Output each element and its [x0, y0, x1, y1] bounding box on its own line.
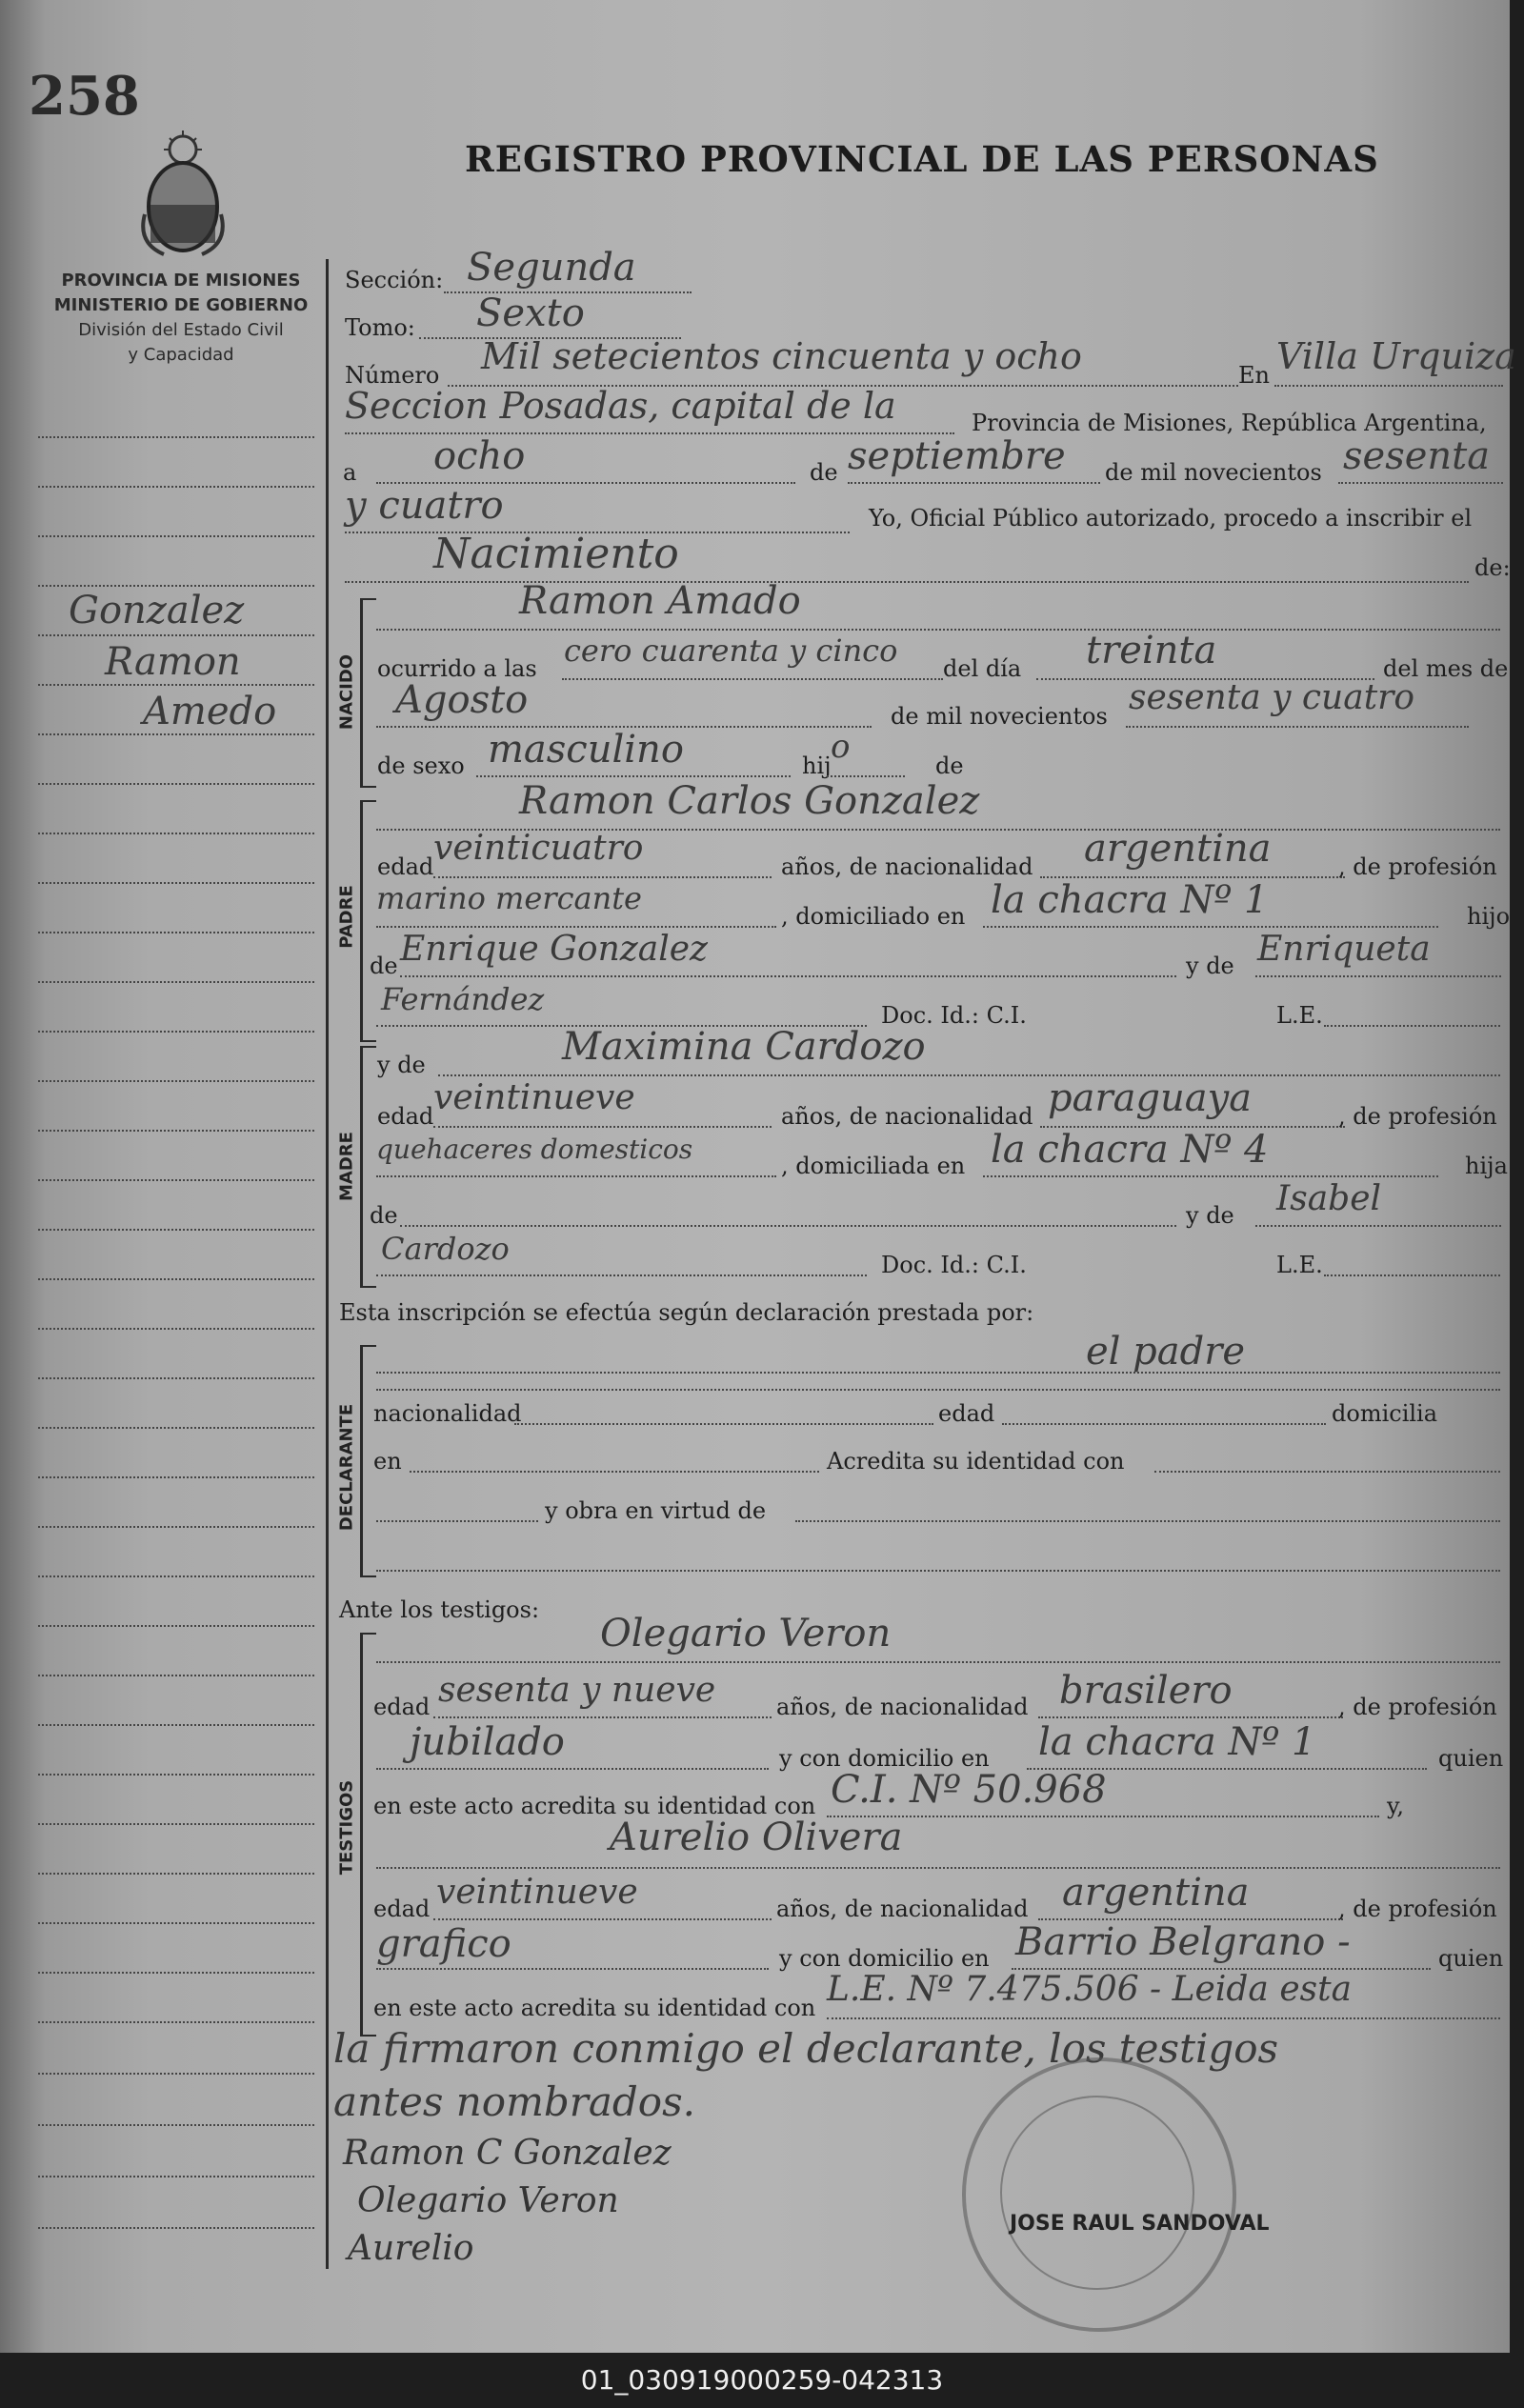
- testigo1-profesion-value: jubilado: [410, 1720, 565, 1764]
- abuela-materna-value: Isabel: [1276, 1179, 1382, 1218]
- anio-label: de mil novecientos: [1105, 459, 1322, 486]
- padre-anios-label: años, de nacionalidad: [781, 853, 1033, 880]
- hora-value: cero cuarenta y cinco: [564, 632, 898, 669]
- testigo2-edad-value: veintinueve: [436, 1873, 638, 1912]
- scan-filename: 01_030919000259-042313: [0, 2353, 1524, 2408]
- margin-line: [38, 833, 314, 834]
- anio-nacido-value: sesenta y cuatro: [1129, 678, 1415, 717]
- margin-line: [38, 684, 314, 686]
- padre-bracket: [360, 800, 376, 1042]
- testigos-label: Ante los testigos:: [339, 1596, 540, 1623]
- page-title: REGISTRO PROVINCIAL DE LAS PERSONAS: [465, 138, 1379, 180]
- madre-edad-value: veintinueve: [433, 1078, 635, 1117]
- margin-line: [38, 1427, 314, 1429]
- testigo1-anios-label: años, de nacionalidad: [776, 1694, 1029, 1720]
- firma-testigo2: Aurelio: [348, 2229, 474, 2268]
- deldia-label: del día: [943, 655, 1022, 682]
- padre-profesion-value: marino mercante: [376, 880, 642, 916]
- anio-value: sesenta: [1343, 434, 1491, 478]
- margin-line: [38, 1130, 314, 1132]
- declarante-acredita-label: Acredita su identidad con: [827, 1448, 1125, 1475]
- testigo2-acredita-label: en este acto acredita su identidad con: [373, 1995, 816, 2021]
- declarante-dom-label: domicilia: [1332, 1400, 1438, 1427]
- en-value: Villa Urquiza: [1276, 335, 1516, 377]
- nacido-nombre: Ramon Amado: [519, 579, 801, 623]
- cierre-line-1: la firmaron conmigo el declarante, los testigos: [333, 2025, 1279, 2072]
- seccion-value: Segunda: [467, 246, 636, 290]
- madre-profesion-value: quehaceres domesticos: [376, 1134, 693, 1165]
- de2-label: de:: [1474, 554, 1511, 581]
- lugar-value: Seccion Posadas, capital de la: [345, 385, 896, 427]
- margin-line: [38, 932, 314, 933]
- margin-line: [38, 1080, 314, 1082]
- madre-yde-label: y de: [377, 1052, 426, 1078]
- main-divider: [326, 259, 329, 2269]
- cierre-line-2: antes nombrados.: [333, 2078, 695, 2125]
- padre-domicilio-value: la chacra Nº 1: [991, 878, 1269, 922]
- declarante-value: el padre: [1086, 1330, 1246, 1374]
- a-label: a: [343, 459, 357, 486]
- declarante-nac-label: nacionalidad: [373, 1400, 522, 1427]
- testigo1-domicilio-value: la chacra Nº 1: [1038, 1720, 1316, 1764]
- margin-line: [38, 1179, 314, 1181]
- anio2-value: y cuatro: [345, 484, 504, 528]
- numero-value: Mil setecientos cincuenta y ocho: [481, 335, 1082, 377]
- testigo1-dom-label: y con domicilio en: [779, 1745, 990, 1772]
- acto-value: Nacimiento: [433, 530, 679, 578]
- seccion-label: Sección:: [345, 267, 444, 293]
- testigo1-quien-label: quien: [1438, 1745, 1504, 1772]
- testigos-section-label: TESTIGOS: [336, 1779, 357, 1876]
- testigo2-id-value: L.E. Nº 7.475.506 - Leida esta: [827, 1970, 1353, 2009]
- official-stamp-inner: [1000, 2096, 1194, 2290]
- margin-line: [38, 1229, 314, 1231]
- testigo1-nacionalidad-value: brasilero: [1059, 1669, 1233, 1713]
- nacido-bracket: [360, 598, 376, 788]
- coat-of-arms-icon: [135, 129, 231, 262]
- margin-line: [38, 981, 314, 983]
- madre-domicilio-label: , domiciliada en: [781, 1153, 966, 1179]
- padre-edad-label: edad: [377, 853, 434, 880]
- office-province: PROVINCIA DE MISIONES: [61, 271, 301, 291]
- testigo2-nombre: Aurelio Olivera: [610, 1816, 903, 1859]
- margin-line: [38, 882, 314, 884]
- testigo2-edad-label: edad: [373, 1896, 431, 1922]
- margin-line: [38, 783, 314, 785]
- nacido-section-label: NACIDO: [336, 653, 357, 731]
- mes-value: septiembre: [848, 434, 1066, 478]
- testigo2-profesion-label: , de profesión: [1338, 1896, 1497, 1922]
- dia-value: ocho: [433, 434, 526, 478]
- padre-nacionalidad-value: argentina: [1084, 827, 1272, 871]
- margin-line: [38, 1575, 314, 1577]
- testigo1-nombre: Olegario Veron: [600, 1612, 892, 1656]
- margin-line: [38, 1922, 314, 1924]
- padre-le-label: L.E.: [1276, 1002, 1323, 1029]
- dia-nacido-value: treinta: [1086, 629, 1217, 672]
- margin-line: [38, 1675, 314, 1676]
- testigo1-edad-value: sesenta y nueve: [438, 1671, 716, 1710]
- testigo1-profesion-label: , de profesión: [1338, 1694, 1497, 1720]
- numero-label: Número: [345, 362, 440, 389]
- padre-yde-label: y de: [1186, 953, 1234, 979]
- firma-declarante: Ramon C Gonzalez: [343, 2134, 672, 2173]
- oficial-nombre: JOSE RAUL SANDOVAL: [1010, 2212, 1270, 2236]
- testigo1-edad-label: edad: [373, 1694, 431, 1720]
- padre-nombre: Ramon Carlos Gonzalez: [519, 779, 980, 823]
- madre-nacionalidad-value: paraguaya: [1048, 1076, 1253, 1120]
- madre-doc-label: Doc. Id.: C.I.: [881, 1252, 1027, 1278]
- margin-line: [38, 1972, 314, 1974]
- abuela-materna-apellido: Cardozo: [381, 1231, 510, 1267]
- hij-value: o: [831, 728, 851, 766]
- declarante-obra-label: y obra en virtud de: [545, 1497, 767, 1524]
- office-ministry: MINISTERIO DE GOBIERNO: [53, 295, 309, 315]
- margin-line: [38, 1031, 314, 1033]
- margin-line: [38, 733, 314, 735]
- margin-line: [38, 1774, 314, 1776]
- padre-de-label: de: [370, 953, 398, 979]
- ocurrido-label: ocurrido a las: [377, 655, 537, 682]
- testigo2-quien-label: quien: [1438, 1945, 1504, 1972]
- anio-nacido-label: de mil novecientos: [891, 703, 1108, 730]
- margin-surname: Gonzalez: [69, 589, 245, 632]
- folio-number: 258: [29, 65, 140, 128]
- madre-bracket: [360, 1046, 376, 1288]
- mes-label: del mes de: [1383, 655, 1509, 682]
- padre-section-label: PADRE: [336, 885, 357, 949]
- declarante-en-label: en: [373, 1448, 402, 1475]
- abuelo-paterno-value: Enrique Gonzalez: [400, 930, 708, 969]
- margin-line: [38, 634, 314, 636]
- margin-line: [38, 1873, 314, 1875]
- sexo-label: de sexo: [377, 752, 465, 779]
- madre-le-label: L.E.: [1276, 1252, 1323, 1278]
- madre-yde2-label: y de: [1186, 1202, 1234, 1229]
- madre-edad-label: edad: [377, 1103, 434, 1130]
- padre-profesion-label: , de profesión: [1338, 853, 1497, 880]
- testigo2-profesion-value: grafico: [376, 1922, 511, 1966]
- en-label: En: [1238, 362, 1270, 389]
- testigo1-y-label: y,: [1387, 1793, 1404, 1819]
- mes-nacido-value: Agosto: [395, 678, 529, 722]
- testigo2-domicilio-value: Barrio Belgrano -: [1015, 1920, 1351, 1964]
- margin-line: [38, 1625, 314, 1627]
- testigo2-nacionalidad-value: argentina: [1062, 1871, 1250, 1915]
- padre-edad-value: veinticuatro: [433, 829, 644, 868]
- margin-line: [38, 486, 314, 488]
- nacido-de-label: de: [935, 752, 964, 779]
- madre-profesion-label: , de profesión: [1338, 1103, 1497, 1130]
- margin-line: [38, 1328, 314, 1330]
- madre-domicilio-value: la chacra Nº 4: [991, 1128, 1269, 1172]
- declarante-edad-label: edad: [938, 1400, 995, 1427]
- margin-first-name: Ramon: [105, 640, 241, 684]
- margin-line: [38, 436, 314, 438]
- madre-anios-label: años, de nacionalidad: [781, 1103, 1033, 1130]
- firma-testigo1: Olegario Veron: [357, 2181, 619, 2220]
- abuela-paterna-value: Enriqueta: [1257, 930, 1431, 969]
- oficial-text: Yo, Oficial Público autorizado, procedo a inscribir el: [869, 505, 1473, 532]
- padre-hijo-label: hijo: [1467, 903, 1511, 930]
- declaracion-text: Esta inscripción se efectúa según declaración prestada por:: [339, 1299, 1034, 1326]
- provincia-text: Provincia de Misiones, República Argentina,: [972, 410, 1487, 436]
- margin-second-name: Amedo: [143, 690, 277, 733]
- hij-label: hij: [802, 752, 832, 779]
- testigo2-dom-label: y con domicilio en: [779, 1945, 990, 1972]
- margin-line: [38, 1278, 314, 1280]
- margin-line: [38, 535, 314, 537]
- padre-domicilio-label: , domiciliado en: [781, 903, 966, 930]
- testigo2-anios-label: años, de nacionalidad: [776, 1896, 1029, 1922]
- sexo-value: masculino: [488, 728, 684, 772]
- margin-line: [38, 1823, 314, 1825]
- testigo1-acredita-label: en este acto acredita su identidad con: [373, 1793, 816, 1819]
- margin-line: [38, 585, 314, 587]
- madre-section-label: MADRE: [336, 1132, 357, 1201]
- office-division: División del Estado Civil: [78, 320, 284, 340]
- declarante-section-label: DECLARANTE: [336, 1403, 357, 1532]
- issuing-office: [38, 269, 324, 368]
- padre-doc-label: Doc. Id.: C.I.: [881, 1002, 1027, 1029]
- tomo-value: Sexto: [476, 291, 585, 335]
- testigo1-id-value: C.I. Nº 50.968: [831, 1768, 1107, 1812]
- margin-line: [38, 1476, 314, 1478]
- madre-hija-label: hija: [1465, 1153, 1508, 1179]
- abuela-paterna-apellido: Fernández: [381, 981, 545, 1017]
- margin-line: [38, 1526, 314, 1528]
- tomo-label: Tomo:: [345, 314, 415, 341]
- madre-de-label: de: [370, 1202, 398, 1229]
- de-label: de: [810, 459, 838, 486]
- office-capacity: y Capacidad: [128, 345, 234, 365]
- margin-line: [38, 1377, 314, 1379]
- margin-line: [38, 1724, 314, 1726]
- madre-nombre: Maximina Cardozo: [562, 1025, 926, 1069]
